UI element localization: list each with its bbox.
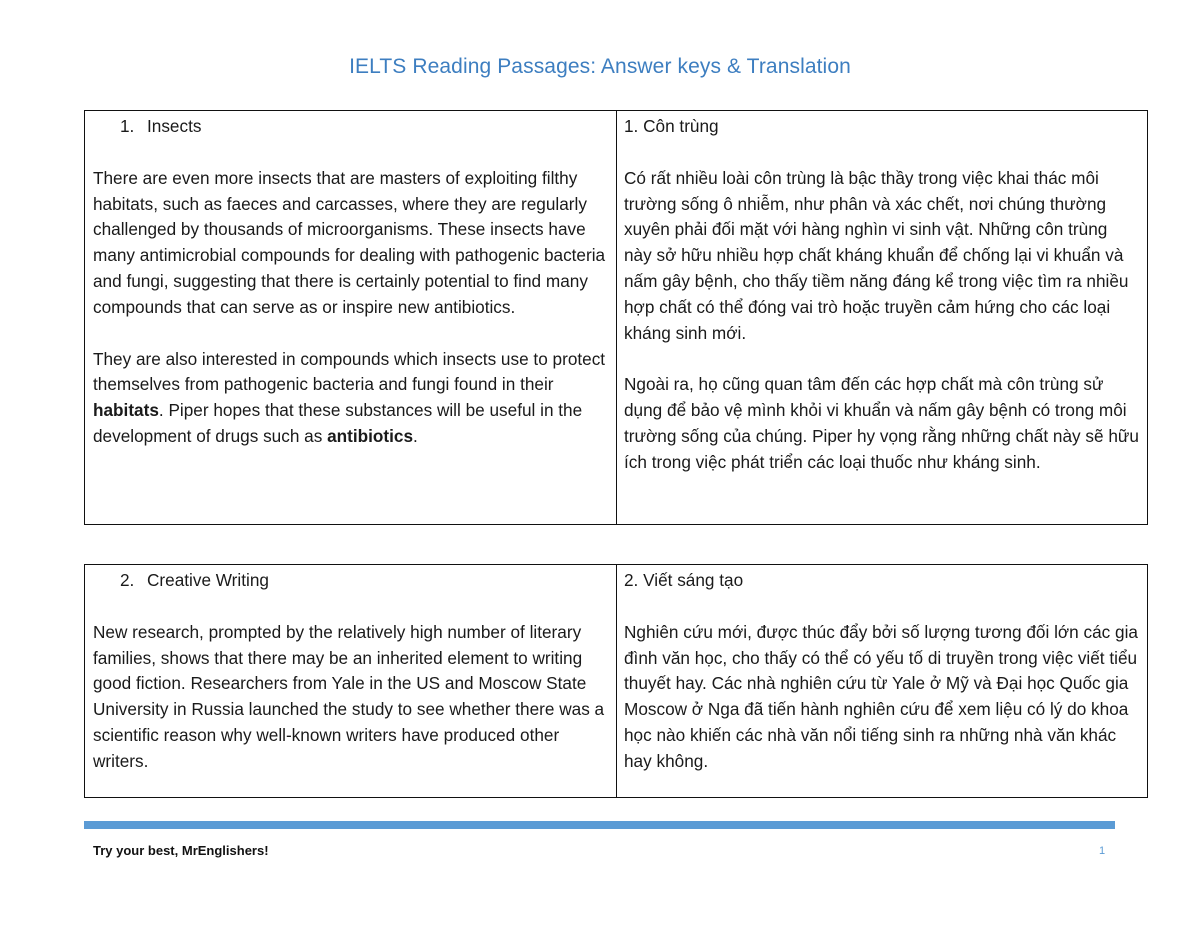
vietnamese-paragraph-1: Có rất nhiều loài côn trùng là bậc thầy trong việc khai thác môi trường sống ô nhiễm, như phân và xác chết, nơi chúng thường xuyên phải đối mặt với hàng nghìn vi sinh vật. Những côn trùng này sở hữu nhiều hợp chất kháng khuẩn để chống lại vi khuẩn và nấm gây bệnh, cho thấy tiềm năng đáng kể trong việc tìm ra nhiều hợp chất có thể đóng vai trò hoặc truyền cảm hứng cho các loại kháng sinh mới. (624, 167, 1129, 343)
passage-number: 1. (120, 116, 135, 136)
footer-accent-bar (84, 821, 1115, 829)
vietnamese-paragraph-2: Ngoài ra, họ cũng quan tâm đến các hợp chất mà côn trùng sử dụng để bảo vệ mình khỏi vi khuẩn và nấm gây bệnh có trong môi trường sống của chúng. Piper hy vọng rằng những chất này sẽ hữu ích trong việc phát triển các loại thuốc như kháng sinh. (624, 374, 1139, 472)
english-paragraph-1: New research, prompted by the relatively high number of literary families, shows that there may be an inherited element to writing good fiction. Researchers from Yale in the US and Moscow State University in Russia launched the study to see whether there was a scientific reason why well-known writers have produced other writers. (93, 621, 605, 771)
text-run: They are also interested in compounds which insects use to protect themselves from pathogenic bacteria and fungi found in their (93, 348, 606, 395)
vietnamese-paragraph-1: Nghiên cứu mới, được thúc đẩy bởi số lượng tương đối lớn các gia đình văn học, cho thấy có thể có yếu tố di truyền trong việc viết tiểu thuyết hay. Các nhà nghiên cứu từ Yale ở Mỹ và Đại học Quốc gia Moscow ở Nga đã tiến hành nghiên cứu để xem liệu có lý do khoa học nào khiến các nhà văn nổi tiếng sinh ra những nhà văn khác hay không. (624, 621, 1138, 771)
english-heading (93, 114, 608, 140)
passage-title-en: Creative Writing (147, 570, 269, 590)
passage-row (85, 111, 1148, 525)
vietnamese-cell (617, 565, 1148, 798)
passage-table-creative-writing (84, 564, 1148, 798)
vietnamese-cell (617, 111, 1148, 525)
passage-table-insects (84, 110, 1148, 525)
footer-text: Try your best, MrEnglishers! (93, 843, 269, 858)
english-heading (93, 568, 608, 594)
keyword-habitats: habitats (93, 400, 159, 421)
passage-title-en: Insects (147, 116, 202, 136)
text-run: . Piper hopes that these substances will be useful in the development of drugs such as (93, 400, 583, 446)
english-cell (85, 565, 617, 798)
text-run: . (413, 425, 418, 446)
vietnamese-heading: 1. Côn trùng (624, 116, 719, 136)
english-cell (85, 111, 617, 525)
vietnamese-heading: 2. Viết sáng tạo (624, 570, 744, 590)
page-title: IELTS Reading Passages: Answer keys & Translation (349, 55, 851, 78)
english-paragraph-1: There are even more insects that are masters of exploiting filthy habitats, such as faeces and carcasses, where they are regularly challenged by thousands of microorganisms. These insects have many antimicrobial compounds for dealing with pathogenic bacteria and fungi, suggesting that there is certainly potential to find many compounds that can serve as or inspire new antibiotics. (93, 167, 606, 317)
passage-row (85, 565, 1148, 798)
english-paragraph-2 (93, 347, 608, 450)
keyword-antibiotics: antibiotics (327, 425, 414, 446)
page-number: 1 (1099, 845, 1106, 857)
passage-number: 2. (120, 570, 135, 590)
